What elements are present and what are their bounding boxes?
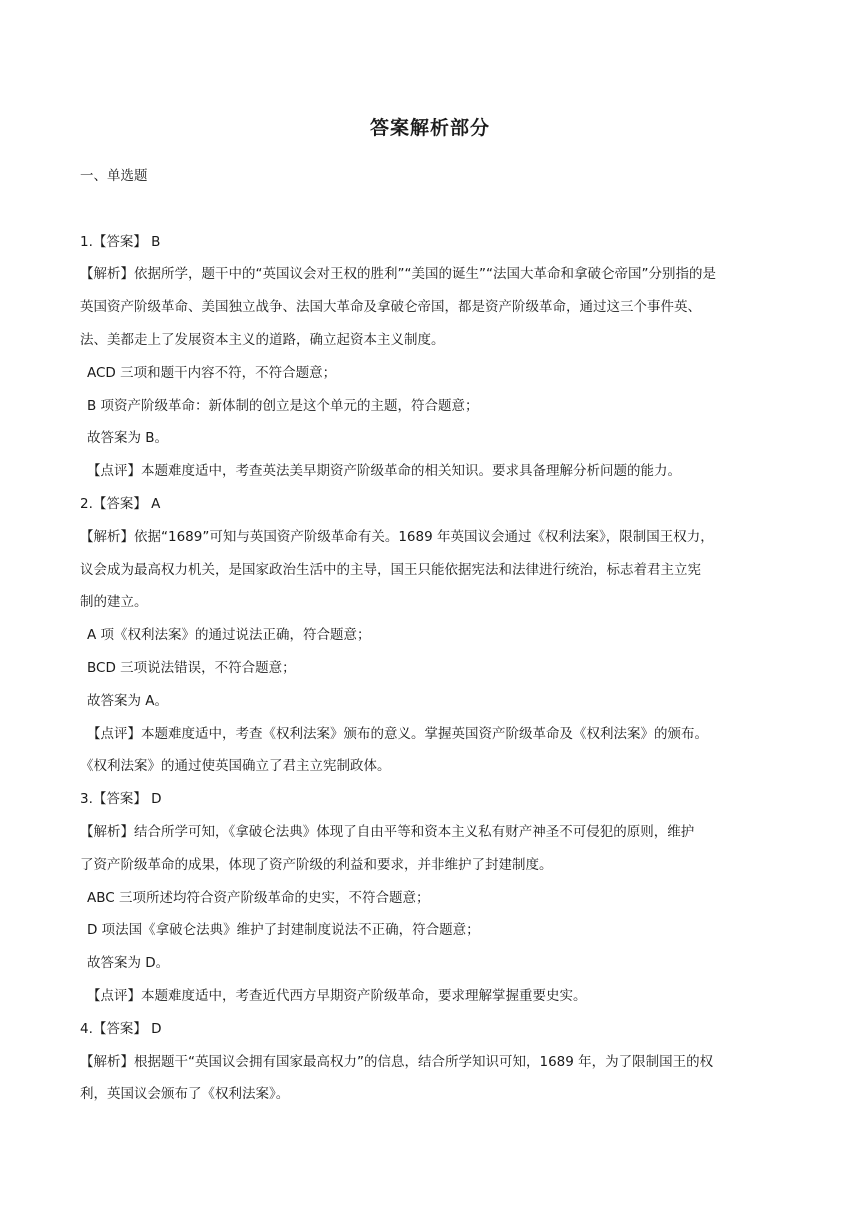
text-line: 故答案为 B。 bbox=[87, 430, 169, 447]
text-line: 【解析】根据题干“英国议会拥有国家最高权力”的信息，结合所学知识可知，1689 年，为了限制国王的权 bbox=[80, 1053, 714, 1070]
text-line: A 项《权利法案》的通过说法正确，符合题意； bbox=[87, 627, 371, 644]
text-line: 【解析】依据所学，题干中的“英国议会对王权的胜利”“美国的诞生”“法国大革命和拿破仑帝国”分别指的是 bbox=[80, 266, 716, 283]
text-line: 议会成为最高权力机关，是国家政治生活中的主导，国王只能依据宪法和法律进行统治，标志着君主立宪 bbox=[80, 561, 701, 578]
text-line: ACD 三项和题干内容不符，不符合题意； bbox=[87, 364, 337, 381]
text-line: 制的建立。 bbox=[80, 594, 148, 611]
text-line: 【点评】本题难度适中，考查《权利法案》颁布的意义。掌握英国资产阶级革命及《权利法案》的颁布。 bbox=[87, 725, 708, 742]
text-line: ABC 三项所述均符合资产阶级革命的史实，不符合题意； bbox=[87, 889, 430, 906]
text-line: BCD 三项说法错误，不符合题意； bbox=[87, 659, 296, 676]
text-line: 1.【答案】 B bbox=[80, 233, 161, 250]
text-line: B 项资产阶级革命：新体制的创立是这个单元的主题，符合题意； bbox=[87, 397, 479, 414]
text-line: 利，英国议会颁布了《权利法案》。 bbox=[80, 1086, 290, 1103]
text-line: 故答案为 A。 bbox=[87, 692, 169, 709]
text-line: 《权利法案》的通过使英国确立了君主立宪制政体。 bbox=[80, 758, 391, 775]
section-heading: 一、单选题 bbox=[80, 168, 148, 184]
page-title: 答案解析部分 bbox=[369, 117, 490, 139]
text-line: D 项法国《拿破仑法典》维护了封建制度说法不正确，符合题意； bbox=[87, 922, 480, 939]
text-line: 【解析】结合所学可知，《拿破仑法典》体现了自由平等和资本主义私有财产神圣不可侵犯的原则，维护 bbox=[80, 823, 695, 840]
blank-line bbox=[80, 193, 782, 226]
text-line: 2.【答案】 A bbox=[80, 495, 161, 512]
text-line: 【解析】依据“1689”可知与英国资产阶级革命有关。1689 年英国议会通过《权利法案》，限制国王权力， bbox=[80, 528, 714, 545]
text-line: 【点评】本题难度适中，考查英法美早期资产阶级革命的相关知识。要求具备理解分析问题的能力。 bbox=[87, 463, 681, 480]
text-line: 英国资产阶级革命、美国独立战争、法国大革命及拿破仑帝国，都是资产阶级革命，通过这三个事件英、 bbox=[80, 299, 701, 316]
answer-content bbox=[80, 160, 782, 1111]
text-line: 【点评】本题难度适中，考查近代西方早期资产阶级革命，要求理解掌握重要史实。 bbox=[87, 987, 587, 1004]
text-line: 4.【答案】 D bbox=[80, 1020, 162, 1037]
text-line: 3.【答案】 D bbox=[80, 791, 162, 808]
text-line: 故答案为 D。 bbox=[87, 955, 170, 972]
text-line: 了资产阶级革命的成果，体现了资产阶级的利益和要求，并非维护了封建制度。 bbox=[80, 856, 553, 873]
text-line: 法、美都走上了发展资本主义的道路，确立起资本主义制度。 bbox=[80, 331, 445, 348]
answer-lines bbox=[80, 193, 782, 1111]
